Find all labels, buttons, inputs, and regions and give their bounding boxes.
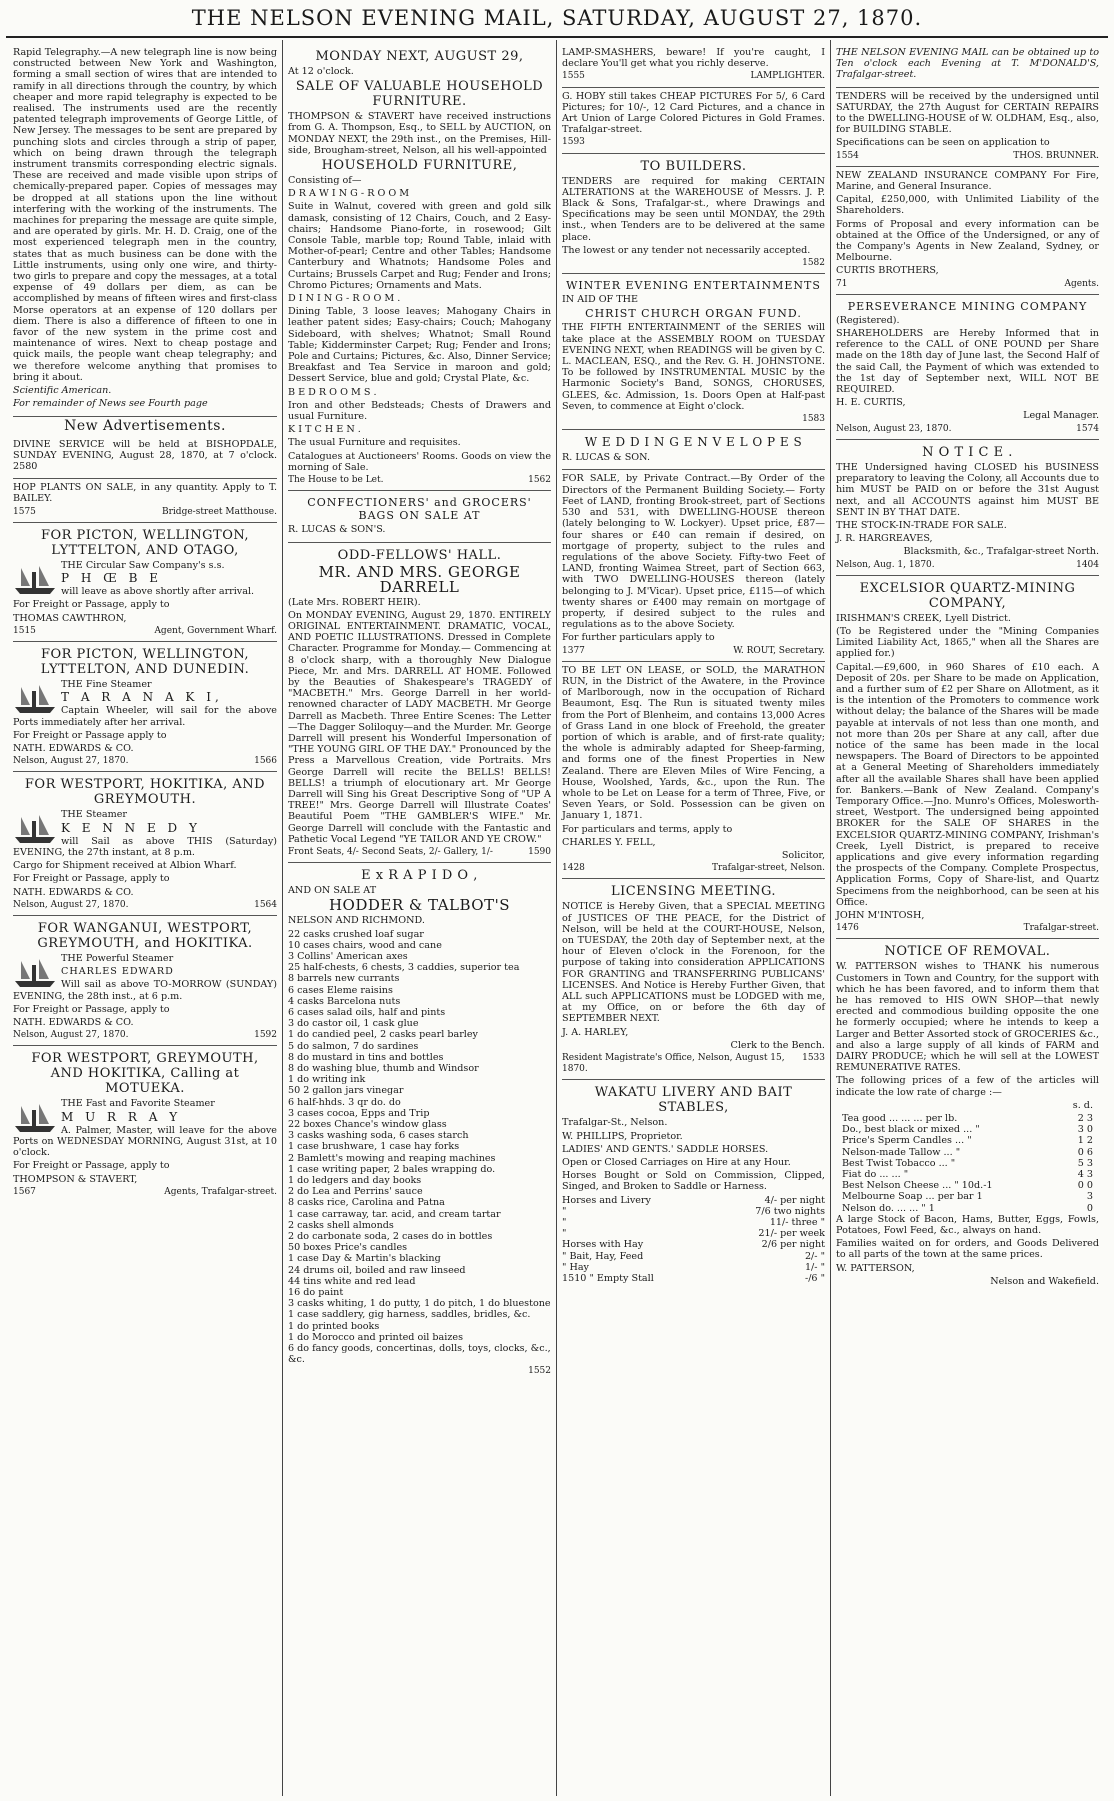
land-sale-apply: For further particulars apply to	[562, 632, 715, 644]
price-value: 0 0	[1077, 1180, 1093, 1192]
steamship-icon	[13, 1100, 57, 1134]
excelsior-number: 1476	[836, 923, 859, 934]
builders-text: TENDERS are required for making CERTAIN ALTERATIONS at the WAREHOUSE of Messrs. J. P. Black & Sons, Trafalgar-st., where Drawings and Specifications may be seen until MONDAY, the 29th inst., when Tenders are to be delivered at the same place.	[562, 175, 825, 243]
rates-list	[562, 1195, 825, 1285]
rate-price: 11/- three "	[769, 1217, 825, 1229]
price-row	[836, 1113, 1099, 1124]
remainder-note: For remainder of News see Fourth page	[13, 398, 208, 410]
tenders-ad	[836, 88, 1099, 167]
price-row	[836, 1124, 1099, 1135]
builders-note: The lowest or any tender not necessarily accepted.	[562, 244, 811, 256]
charles-foot-right: 1592	[254, 1030, 277, 1041]
winter-fund: CHRIST CHURCH ORGAN FUND.	[585, 307, 802, 321]
rate-price: 2/- "	[804, 1250, 825, 1262]
goods-item: 50 boxes Price's candles	[288, 1242, 408, 1254]
kennedy-tail: will Sail as above THIS (Saturday) EVENING, the 27th instant, at 8 p.m.	[13, 835, 277, 858]
darrell-prices: Front Seats, 4/- Second Seats, 2/- Gallery, 1/-	[288, 846, 493, 857]
evening-mail-text: THE NELSON EVENING MAIL can be obtained up to Ten o'clock each Evening at T. M'DONALD'S, Trafalgar-street.	[836, 47, 1099, 81]
excelsior-title: EXCELSIOR QUARTZ-MINING COMPANY,	[859, 580, 1076, 611]
price-row	[836, 1180, 1099, 1191]
column-3	[556, 40, 830, 1796]
column-4	[830, 40, 1104, 1796]
evening-mail-ad	[836, 44, 1099, 88]
goods-item: 8 casks rice, Carolina and Patna	[288, 1197, 445, 1209]
kennedy-body: THE Steamer	[61, 809, 128, 821]
phoebe-tail: will leave as above shortly after arrival.	[61, 586, 255, 598]
perseverance-role: Legal Manager.	[1023, 410, 1099, 422]
murray-agent: THOMPSON & STAVERT,	[13, 1173, 138, 1185]
goods-item: 6 cases Eleme raisins	[288, 984, 393, 996]
price-item: Nelson-made Tallow ... "	[842, 1146, 961, 1158]
masthead-rule	[6, 36, 1108, 38]
marathon-role: Solicitor,	[781, 849, 825, 861]
catalogues-note: Catalogues at Auctioneers' Rooms. Goods on view the morning of Sale.	[288, 450, 551, 473]
kennedy-foot-right: 1564	[254, 899, 277, 910]
licensing-meeting-ad	[562, 879, 825, 1080]
bedrooms-items: Iron and other Bedsteads; Chests of Drawers and usual Furniture.	[288, 399, 551, 423]
sale-time: At 12 o'clock.	[288, 66, 354, 77]
masthead: THE NELSON EVENING MAIL, SATURDAY, AUGUST 27, 1870.	[191, 6, 923, 30]
phoebe-heading: FOR PICTON, WELLINGTON, LYTTELTON, AND OTAGO,	[40, 527, 250, 558]
taranaki-agent: NATH. EDWARDS & CO.	[13, 742, 134, 754]
tenders-note: Specifications can be seen on application to	[836, 137, 1050, 149]
nz-insurance-agent: CURTIS BROTHERS,	[836, 265, 939, 277]
murray-body: THE Fast and Favorite Steamer	[61, 1098, 215, 1110]
goods-item: 25 half-chests, 6 chests, 3 caddies, superior tea	[288, 962, 520, 974]
charles-name: CHARLES EDWARD	[61, 966, 174, 978]
phoebe-agent: THOMAS CAWTHRON,	[13, 612, 127, 624]
marathon-apply: For particulars and terms, apply to	[562, 823, 733, 835]
hoby-text: G. HOBY still takes CHEAP PICTURES For 5/, 6 Card Pictures; for 10/-, 12 Card Pictures, and a chance in Art Union of Large Colored Pictures in Gold Frames. Trafalgar-street.	[562, 90, 825, 136]
goods-item: 22 boxes Chance's window glass	[288, 1119, 447, 1131]
lamp-signature: LAMPLIGHTER.	[750, 71, 825, 82]
lamp-number: 1555	[562, 71, 585, 82]
price-row	[836, 1191, 1099, 1202]
goods-item: 4 casks Barcelona nuts	[288, 995, 401, 1007]
bedrooms-heading: B E D R O O M S .	[288, 386, 377, 398]
phoebe-foot-right: Agent, Government Wharf.	[154, 625, 277, 636]
goods-item: 6 do fancy goods, concertinas, dolls, toys, clocks, &c., &c.	[288, 1343, 551, 1366]
perseverance-text: SHAREHOLDERS are Hereby Informed that in reference to the CALL of ONE POUND per Share made on the 18th day of June last, the Second Half of the said Call, the Payment of which was extended to the 1st day of September next, WILL NOT BE REQUIRED.	[836, 328, 1099, 396]
kitchen-items: The usual Furniture and requisites.	[288, 437, 461, 449]
perseverance-ad	[836, 295, 1099, 440]
wedding-seller: R. LUCAS & SON.	[562, 452, 651, 464]
steamship-icon	[13, 681, 57, 715]
phoebe-foot-left: 1515	[13, 625, 36, 636]
tenders-number: 1554	[836, 150, 859, 161]
licensing-role: Clerk to the Bench.	[730, 1039, 825, 1051]
notice-text: THE Undersigned having CLOSED his BUSINESS preparatory to leaving the Colony, all Accounts due to him MUST be PAID on or before the 31st August next, and all ACCOUNTS against him MUST BE SENT IN BY THAT DATE.	[836, 461, 1099, 518]
column-1	[8, 40, 282, 1796]
goods-item: 1 case Day & Martin's blacking	[288, 1253, 441, 1265]
on-sale-at: AND ON SALE AT	[288, 885, 377, 897]
rate-item: Horses and Livery	[562, 1194, 651, 1206]
columns	[8, 40, 1106, 1796]
price-item: Fiat do ... ... "	[842, 1169, 909, 1181]
to-let-number: 1562	[528, 475, 551, 486]
marathon-text: TO BE LET ON LEASE, or SOLD, the MARATHON RUN, in the District of the Awatere, in the Province of Marlborough, now in the occupation of Richard Beaumont, Esq. The Run is situated twenty miles from the Port of Blenheim, and contains 13,000 Acres of Grass Land in one block of Freehold, the greater portion of which is arable, and of first-rate quality; the whole is admirably adapted for Sheep-farming, and forms one of the finest Properties in New Zealand. There are Eleven Miles of Wire Fencing, a House, Woolshed, Yards, &c., upon the Run. The whole to be Let on Lease for a term of Three, Five, or Seven Years, or Sold. Possession can be given on January 1, 1871.	[562, 664, 825, 822]
perseverance-signature: H. E. CURTIS,	[836, 397, 906, 409]
drawing-room-items: Suite in Walnut, covered with green and gold silk damask, consisting of 12 Chairs, Couch, and 2 Easy-chairs; Handsome Piano-forte, in rosewood; Gilt Console Table, marble top; Round Table, inlaid with Mother-of-pearl; Centre and other Tables; Handsome Canterbury and Whatnots; Handsome Poles and Curtains; Brussels Carpet and Rug; Fender and Irons; Chromo Pictures; Ornaments and Mats.	[288, 201, 551, 291]
licensing-number: 1533	[802, 1053, 825, 1064]
licensing-office: Resident Magistrate's Office, Nelson, August 15, 1870.	[562, 1053, 785, 1075]
price-row	[836, 1203, 1099, 1214]
wakatu-proprietor: W. PHILLIPS, Proprietor.	[562, 1130, 683, 1142]
goods-item: 1 case saddlery, gig harness, saddles, bridles, &c.	[288, 1309, 531, 1321]
charles-body: THE Powerful Steamer	[61, 952, 174, 964]
rate-price: 4/- per night	[764, 1194, 825, 1206]
rate-item: Horses with Hay	[562, 1239, 644, 1251]
winter-heading: WINTER EVENING ENTERTAINMENTS	[566, 279, 821, 293]
ex-rapido-heading: E x R A P I D O ,	[361, 868, 478, 884]
darrell-programme: On MONDAY EVENING, August 29, 1870. ENTIRELY ORIGINAL ENTERTAINMENT. DRAMATIC, VOCAL, AND POETIC ILLUSTRATIONS. Dressed in Complete Character. Programme for Monday.— Commencing at 8 o'clock sharp, with a thoroughly New Dialogue Piece, Mr. and Mrs. DARRELL AT HOME. Followed by the Beauties of Shakespeare's TRAGEDY of "MACBETH." Mrs. George Darrell in her world-renowned character of LADY MACBETH. Mr George Darrell as Macbeth. Three Entire Scenes: The Letter—The Dagger Soliloquy—and the Murder. Mr. George Darrell will present his Wonderful Impersonation of "THE YOUNG GIRL OF THE DAY." Pronounced by the Press a Marvellous Creation, vide Portraits. Mrs George Darrell will recite the BELLS! BELLS! BELLS! a triumph of elocutionary art. Mr George Darrell will Sing his Great Descriptive Song of "UP A TREE!" Mrs. George Darrell will Illustrate Coates' Beautiful Poem "THE GAMBLER'S WIFE." Mr. George Darrell will conclude with the Fantastic and Pathetic Vocal Legend "YE TAILOR AND YE CROW."	[288, 609, 551, 845]
price-value: 2 3	[1077, 1113, 1093, 1125]
price-value: 3 0	[1077, 1124, 1093, 1136]
column-2	[282, 40, 556, 1796]
wedding-heading: W E D D I N G E N V E L O P E S	[584, 435, 803, 450]
goods-item: 6 cases salad oils, half and pints	[288, 1007, 446, 1018]
kitchen-heading: K I T C H E N .	[288, 424, 361, 436]
taranaki-freight: For Freight or Passage apply to	[13, 729, 167, 741]
removal-families: Families waited on for orders, and Goods Delivered to all parts of the town at the same prices.	[836, 1238, 1099, 1261]
murray-name: M U R R A Y	[61, 1109, 182, 1124]
nz-insurance-title: NEW ZEALAND INSURANCE COMPANY For Fire, Marine, and General Insurance.	[836, 169, 1099, 193]
price-row	[836, 1158, 1099, 1169]
goods-item: 3 casks whiting, 1 do putty, 1 do pitch, 1 do bluestone	[288, 1298, 551, 1310]
goods-item: 3 do castor oil, 1 cask glue	[288, 1018, 419, 1030]
lamp-smashers-ad	[562, 44, 825, 88]
goods-item: 2 casks shell almonds	[288, 1219, 394, 1231]
removal-text: W. PATTERSON wishes to THANK his numerous Customers in Town and Country, for the support with which he has been favored, and to inform them that he has removed to HIS OWN SHOP—that newly erected and commodious building opposite the one he formerly occupied; where he intends to keep a Larger and Better Assorted stock of GROCERIES &c., and also a large supply of all kinds of FARM and DAIRY PRODUCE; which he will sell at the LOWEST REMUNERATIVE RATES.	[836, 961, 1099, 1074]
rate-price: 2/6 per night	[761, 1239, 825, 1251]
drawing-room-heading: D R A W I N G - R O O M	[288, 188, 410, 200]
goods-item: 1 case writing paper, 2 bales wrapping do.	[288, 1163, 496, 1175]
taranaki-heading: FOR PICTON, WELLINGTON, LYTTELTON, AND DUNEDIN.	[40, 646, 250, 677]
murray-ad	[13, 1046, 277, 1198]
price-item: Nelson do. ... ... " 1	[842, 1202, 935, 1214]
rate-price: -/6 "	[804, 1273, 825, 1285]
taranaki-name: T A R A N A K I,	[61, 690, 223, 705]
charles-heading: FOR WANGANUI, WESTPORT, GREYMOUTH, and HOKITIKA.	[37, 920, 253, 951]
tenders-text: TENDERS will be received by the undersigned until SATURDAY, the 27th August for CERTAIN REPAIRS to the DWELLING-HOUSE of W. OLDHAM, Esq., also, for BUILDING STABLE.	[836, 90, 1099, 136]
taranaki-ad	[13, 642, 277, 772]
price-value: 0	[1086, 1202, 1093, 1214]
perseverance-registered: (Registered).	[836, 314, 900, 326]
hop-plants-ad	[13, 479, 277, 523]
winter-number: 1583	[802, 414, 825, 425]
steamship-icon	[13, 811, 57, 845]
excelsior-registration: (To be Registered under the "Mining Companies Limited Liability Act, 1865," when all the Shares are applied for.)	[836, 625, 1099, 660]
winter-entertainment-ad	[562, 274, 825, 430]
goods-item: 3 casks washing soda, 6 cases starch	[288, 1130, 469, 1142]
nz-insurance-capital: Capital, £250,000, with Unlimited Liability of the Shareholders.	[836, 194, 1099, 217]
removal-role: Nelson and Wakefield.	[990, 1275, 1099, 1287]
oddfellows-heading: ODD-FELLOWS' HALL.	[337, 547, 502, 563]
perseverance-date: Nelson, August 23, 1870.	[836, 423, 952, 434]
price-item: Do., best black or mixed ... "	[842, 1124, 980, 1136]
rate-row	[562, 1195, 825, 1206]
goods-item: 8 barrels new currants	[288, 973, 400, 985]
price-item: Best Twist Tobacco ... "	[842, 1157, 956, 1169]
winter-text: THE FIFTH ENTERTAINMENT of the SERIES will take place at the ASSEMBLY ROOM on TUESDAY EVENING NEXT, when READINGS will be given by C. L. MACLEAN, ESQ., and the Rev. G. H. JOHNSTONE. To be followed by INSTRUMENTAL MUSIC by the Harmonic Society's Band, SONGS, CHORUSES, GLEES, &c. Admission, 1s. Doors Open at Half-past Seven, to commence at Eight o'clock.	[562, 322, 825, 412]
wakatu-horses: Horses Bought or Sold on Commission, Clipped, Singed, and Broken to Saddle or Harness.	[562, 1170, 825, 1193]
charles-agent: NATH. EDWARDS & CO.	[13, 1017, 134, 1028]
rate-row	[562, 1273, 825, 1284]
sale-title: SALE OF VALUABLE HOUSEHOLD FURNITURE.	[295, 79, 544, 110]
excelsior-signature: JOHN M'INTOSH,	[836, 910, 925, 921]
rate-row	[562, 1206, 825, 1217]
builders-number: 1582	[802, 258, 825, 269]
murray-foot-right: Agents, Trafalgar-street.	[164, 1186, 277, 1197]
nz-insurance-forms: Forms of Proposal and every information can be obtained at the Office of the Undersigned, or any of the Company's Agents in New Zealand, Sydney, or Melbourne.	[836, 218, 1099, 264]
murray-tail: A. Palmer, Master, will leave for the above Ports on WEDNESDAY MORNING, August 31st, at 10 o'clock.	[13, 1124, 277, 1159]
winter-sub: IN AID OF THE	[562, 294, 639, 306]
hop-plants-text: HOP PLANTS ON SALE, in any quantity. Apply to T. BAILEY.	[13, 482, 277, 505]
goods-item: 44 tins white and red lead	[288, 1275, 416, 1287]
stock-for-sale: THE STOCK-IN-TRADE FOR SALE.	[836, 519, 1007, 531]
goods-item: 1 do writing ink	[288, 1074, 366, 1086]
rate-item: "	[562, 1217, 567, 1229]
marathon-run-ad	[562, 662, 825, 880]
dining-room-items: Dining Table, 3 loose leaves; Mahogany Chairs in leather patent sides; Easy-chairs; Couch; Mahogany Sideboard, with shelves; Whatnot; Small Round Table; Kidderminster Carpet; Rug; Fender and Irons; Pole and Curtains; Pictures, &c. Also, Dinner Service; Breakfast and Tea Service in maroon and gold; Dessert Service, blue and gold; Crystal Plate, &c.	[288, 306, 551, 385]
charles-foot-left: Nelson, August 27, 1870.	[13, 1030, 129, 1041]
goods-item: 1 case carraway, tar. acid, and cream tartar	[288, 1208, 501, 1220]
price-item: Melbourne Soap ... per bar 1	[842, 1191, 983, 1203]
goods-item: 2 Bamlett's mowing and reaping machines	[288, 1152, 496, 1164]
perseverance-heading: PERSEVERANCE MINING COMPANY	[847, 299, 1088, 313]
darrell-subtitle: (Late Mrs. ROBERT HEIR).	[288, 596, 421, 608]
darrell-title: MR. AND MRS. GEORGE DARRELL	[318, 562, 521, 596]
sale-date: MONDAY NEXT, AUGUST 29,	[315, 49, 524, 64]
nz-insurance-ad	[836, 167, 1099, 295]
kennedy-name: K E N N E D Y	[61, 820, 201, 835]
lamp-text: LAMP-SMASHERS, beware! If you're caught, I declare You'll get what you richly deserve.	[562, 47, 825, 70]
darrell-number: 1590	[528, 846, 551, 857]
phoebe-name: P H Œ B E	[61, 570, 163, 585]
nz-insurance-role: Agents.	[1064, 278, 1099, 289]
goods-item: 1 do printed books	[288, 1320, 380, 1332]
tenders-signature: THOS. BRUNNER.	[1013, 150, 1099, 161]
sale-intro: THOMPSON & STAVERT have received instructions from G. A. Thompson, Esq., to SELL by AUCTION, on MONDAY NEXT, the 29th inst., on the Premises, Hill-side, Brougham-street, Nelson, all his well-appointed	[288, 111, 551, 156]
land-sale-signature: W. ROUT, Secretary.	[733, 645, 825, 656]
kennedy-freight: For Freight or Passage, apply to	[13, 873, 170, 885]
murray-foot-left: 1567	[13, 1186, 36, 1197]
goods-item: 6 half-hhds. 3 qr do. do	[288, 1096, 401, 1108]
removal-stock: A large Stock of Bacon, Hams, Butter, Eggs, Fowls, Potatoes, Fowl Feed, &c., always on hand.	[836, 1213, 1099, 1237]
goods-item: 1 do ledgers and day books	[288, 1175, 422, 1187]
hodder-talbot-ad	[288, 863, 551, 1377]
wedding-envelopes-ad	[562, 430, 825, 470]
taranaki-foot-right: 1566	[254, 756, 277, 767]
nz-insurance-number: 71	[836, 278, 848, 289]
steamship-icon	[13, 955, 57, 989]
price-value: 1 2	[1077, 1135, 1093, 1147]
builders-heading: TO BUILDERS.	[640, 158, 747, 174]
hop-foot-left: 1575	[13, 506, 36, 517]
hodder-talbot-title: HODDER & TALBOT'S	[328, 896, 511, 915]
sale-subtitle: HOUSEHOLD FURNITURE,	[321, 158, 518, 174]
removal-notice-ad	[836, 939, 1099, 1287]
goods-item: 1 case brushware, 1 case hay forks	[288, 1141, 460, 1153]
wakatu-saddle: LADIES' AND GENTS.' SADDLE HORSES.	[562, 1143, 769, 1155]
price-value: 0 6	[1077, 1146, 1093, 1158]
goods-item: 3 cases cocoa, Epps and Trip	[288, 1107, 430, 1119]
bags-seller: R. LUCAS & SON'S.	[288, 524, 386, 536]
darrell-ad	[288, 543, 551, 864]
marathon-address: Trafalgar-street, Nelson.	[711, 863, 825, 874]
taranaki-body: THE Fine Steamer	[61, 678, 152, 690]
charles-edward-ad	[13, 916, 277, 1046]
goods-item: 16 do paint	[288, 1287, 344, 1299]
notice-heading: N O T I C E .	[922, 444, 1013, 460]
rate-row	[562, 1251, 825, 1262]
rate-row	[562, 1262, 825, 1273]
removal-heading: NOTICE OF REMOVAL.	[884, 944, 1051, 960]
rate-item: " Hay	[562, 1261, 589, 1273]
telegraph-text: Rapid Telegraphy.—A new telegraph line is now being constructed between New York and Washington, forming a small section of wires that are intended to ramify in all directions through the country, by which cheaper and more rapid telegraphy is expected to be realised. The instruments used are the recently patented telegraph improvements of George Little, of New Jersey. The messages to be sent are prepared by punching slots and circles through a strip of paper, which on being drawn through the telegraph instrument transmits corresponding electric signals. These are received and made visible upon strips of chemically-prepared paper. Copies of messages may be dropped at all stations upon the line without interfering with the working of the instruments. The machines for preparing the message are quite simple, and are operated by girls. Mr. H. D. Craig, one of the most experienced telegraph men in the country, states that as much business can be done with the Little instruments, using only one wire, and thirty-two girls to prepare and copy the messages, at a total expense of 49 dollars per diem, as can be accomplished by means of fifteen wires and first-class Morse operators at an expense of 120 dollars per diem. There is also a difference of fifteen to one in favor of the new system in the prime cost and maintenance of wires. Next to cheap postage and quick mails, the people want cheap telegraphy; and we therefore welcome anything that promises to bring it about.	[13, 47, 277, 383]
wakatu-title: WAKATU LIVERY AND BAIT STABLES,	[594, 1085, 793, 1116]
hargreaves-notice-ad	[836, 440, 1099, 576]
dining-room-heading: D I N I N G - R O O M .	[288, 293, 401, 305]
goods-item: 24 drums oil, boiled and raw linseed	[288, 1264, 466, 1276]
price-item: Tea good ... ... ... per lb.	[842, 1113, 958, 1125]
to-let-note: The House to be Let.	[288, 475, 384, 486]
excelsior-ad	[836, 576, 1099, 940]
kennedy-cargo: Cargo for Shipment received at Albion Wharf.	[13, 860, 237, 872]
excelsior-address: Trafalgar-street.	[1023, 923, 1099, 934]
goods-item: 10 cases chairs, wood and cane	[288, 939, 442, 951]
goods-item: 1 do candied peel, 2 casks pearl barley	[288, 1029, 478, 1041]
charles-tail: Will sail as above TO-MORROW (SUNDAY) EVENING, the 28th inst., at 6 p.m.	[13, 979, 277, 1002]
rate-row	[562, 1239, 825, 1250]
goods-item: 2 do Lea and Perrins' sauce	[288, 1186, 423, 1198]
price-value: 3	[1086, 1191, 1093, 1203]
phoebe-body: THE Circular Saw Company's s.s.	[61, 559, 225, 571]
furniture-sale-ad	[288, 44, 551, 491]
goods-item: 3 Collins' American axes	[288, 950, 408, 962]
land-sale-text: FOR SALE, by Private Contract.—By Order of the Directors of the Permanent Building Society.— Forty Feet of LAND, fronting Brook-street, part of Sections 530 and 531, with DWELLING-HOUSE thereon (lately belonging to W. Lockyer). Upset price, £87—four shares or £40 can remain if desired, on mortgage of property, subject to the rules and regulations of the above Society. Fifty-two Feet of LAND, fronting Waimea Street, part of Section 663, with TWO DWELLING-HOUSES thereon (lately belonging to J. M'Vicar). Upset price, £115—of which twenty shares or £400 may remain on mortgage of property, if desired subject to the rules and regulations as to the above Society.	[562, 473, 825, 631]
goods-item: 2 do carbonate soda, 2 cases do in bottles	[288, 1231, 493, 1243]
price-row	[836, 1169, 1099, 1180]
excelsior-location: IRISHMAN'S CREEK, Lyell District.	[836, 612, 1011, 624]
hoby-number: 1593	[562, 137, 585, 148]
hodder-locations: NELSON AND RICHMOND.	[288, 915, 425, 927]
licensing-signature: J. A. HARLEY,	[562, 1026, 629, 1038]
builders-ad	[562, 154, 825, 275]
stock-signature: J. R. HARGREAVES,	[836, 533, 933, 545]
goods-item: 22 casks crushed loaf sugar	[288, 928, 424, 940]
goods-number: 1552	[528, 1365, 551, 1376]
price-row	[836, 1147, 1099, 1158]
charles-freight: For Freight or Passage, apply to	[13, 1003, 170, 1015]
bags-title: CONFECTIONERS' and GROCERS' BAGS ON SALE AT	[307, 496, 532, 523]
land-sale-number: 1377	[562, 645, 585, 656]
taranaki-tail: Captain Wheeler, will sail for the above Ports immediately after her arrival.	[13, 705, 277, 728]
excelsior-text: Capital.—£9,600, in 960 Shares of £10 each. A Deposit of 20s. per Share to be made on Application, and a further sum of £2 per Share on Allotment, as it is the intention of the Promoters to commence work without delay; the balance of the Shares will be made payable at intervals of not less than one month, and not more than 20s per Share at any call, after due notice of the same has been made in the local newspapers. The Board of Directors to be appointed at a General Meeting of Shareholders immediately after all the available Shares shall have been applied for. Bankers.—Bank of New Zealand. Company's Temporary Office.—Jno. Munro's Offices, Molesworth-street, Westport. The undersigned being appointed BROKER for the SALE OF SHARES in the EXCELSIOR QUARTZ-MINING COMPANY, Irishman's Creek, Lyell District, is prepared to receive applications and give every information regarding the prospects of the Company. Complete Prospectus, Application Forms, Copy of Share-list, and Quartz Specimens from the neighborhood, can be seen at his Office.	[836, 661, 1099, 908]
kennedy-ad	[13, 772, 277, 916]
kennedy-heading: FOR WESTPORT, HOKITIKA, AND GREYMOUTH.	[24, 777, 266, 808]
price-row	[836, 1135, 1099, 1146]
wakatu-carriages: Open or Closed Carriages on Hire at any Hour.	[562, 1157, 791, 1169]
murray-freight: For Freight or Passage, apply to	[13, 1160, 170, 1172]
new-advertisements-heading: New Advertisements.	[64, 417, 226, 434]
phoebe-ad	[13, 523, 277, 642]
rate-row	[562, 1217, 825, 1228]
steamship-icon	[13, 562, 57, 596]
removal-prices-intro: The following prices of a few of the articles will indicate the low rate of charge :—	[836, 1075, 1099, 1098]
bags-ad	[288, 491, 551, 542]
rate-price: 7/6 two nights	[755, 1205, 825, 1217]
rate-row	[562, 1228, 825, 1239]
prices-list	[836, 1113, 1099, 1214]
hoby-pictures-ad	[562, 88, 825, 154]
perseverance-number: 1574	[1076, 423, 1099, 434]
price-item: Price's Sperm Candles ... "	[842, 1135, 972, 1147]
licensing-text: NOTICE is Hereby Given, that a SPECIAL MEETING of JUSTICES OF THE PEACE, for the District of Nelson, will be held at the COURT-HOUSE, Nelson, on TUESDAY, the 20th day of September next, at the hour of Eleven o'clock in the Forenoon, for the purpose of taking into consideration APPLICATIONS FOR GRANTING and TRANSFERRING PUBLICANS' LICENSES. And Notice is Hereby Further Given, that ALL such APPLICATIONS must be LODGED with me, at my Office, on or before the 6th day of SEPTEMBER NEXT.	[562, 901, 825, 1025]
kennedy-foot-left: Nelson, August 27, 1870.	[13, 899, 129, 910]
rate-item: 1510 " Empty Stall	[562, 1273, 654, 1285]
price-value: 4 3	[1077, 1169, 1093, 1181]
divine-service-text: DIVINE SERVICE will be held at BISHOPDALE, SUNDAY EVENING, August 28, 1870, at 7 o'clock. 2580	[13, 438, 277, 472]
price-item: Best Nelson Cheese ... " 10d.-1	[842, 1180, 993, 1192]
divine-service-ad	[13, 436, 277, 480]
goods-item: 8 do washing blue, thumb and Windsor	[288, 1063, 479, 1075]
goods-item: 5 do salmon, 7 do sardines	[288, 1040, 419, 1052]
rate-item: " Bait, Hay, Feed	[562, 1250, 644, 1262]
telegraph-article	[13, 44, 277, 417]
taranaki-foot-left: Nelson, August 27, 1870.	[13, 756, 129, 767]
wakatu-stables-ad	[562, 1080, 825, 1284]
goods-item: 50 2 gallon jars vinegar	[288, 1085, 404, 1097]
goods-item: 1 do Morocco and printed oil baizes	[288, 1331, 463, 1343]
phoebe-freight: For Freight or Passage, apply to	[13, 599, 170, 611]
goods-item: 8 do mustard in tins and bottles	[288, 1051, 444, 1063]
goods-list	[288, 929, 551, 1366]
rate-price: 1/- "	[804, 1261, 825, 1273]
stock-role: Blacksmith, &c., Trafalgar-street North.	[903, 546, 1099, 558]
hop-foot-right: Bridge-street Matthouse.	[162, 506, 277, 517]
rate-item: "	[562, 1228, 567, 1240]
wakatu-address: Trafalgar-St., Nelson.	[562, 1117, 668, 1129]
marathon-agent: CHARLES Y. FELL,	[562, 836, 656, 848]
price-units: s. d.	[1072, 1099, 1093, 1111]
removal-signature: W. PATTERSON,	[836, 1262, 915, 1274]
price-value: 5 3	[1077, 1157, 1093, 1169]
murray-heading: FOR WESTPORT, GREYMOUTH, AND HOKITIKA, Calling at MOTUEKA.	[31, 1051, 259, 1097]
stock-date: Nelson, Aug. 1, 1870.	[836, 559, 935, 570]
licensing-heading: LICENSING MEETING.	[610, 884, 777, 900]
rate-item: "	[562, 1205, 567, 1217]
consisting-of: Consisting of—	[288, 175, 362, 187]
land-sale-ad	[562, 470, 825, 661]
telegraph-source: Scientific American.	[13, 385, 112, 397]
stock-number: 1404	[1076, 559, 1099, 570]
marathon-number: 1428	[562, 863, 585, 874]
rate-price: 21/- per week	[758, 1228, 825, 1240]
kennedy-agent: NATH. EDWARDS & CO.	[13, 886, 134, 898]
